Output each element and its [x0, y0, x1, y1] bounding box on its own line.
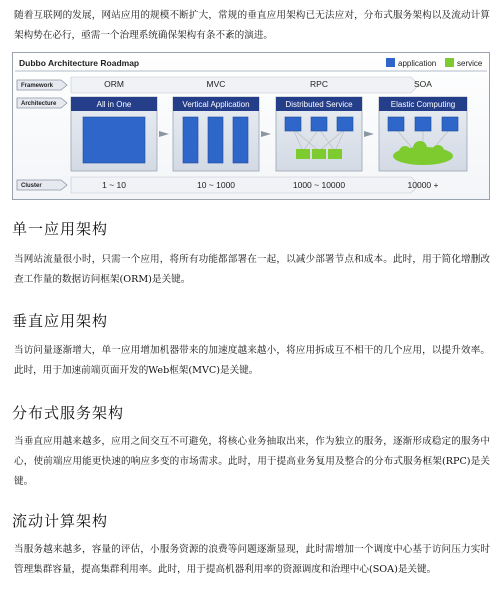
stage-name-rpc: RPC — [310, 79, 328, 89]
stage-name-mvc: MVC — [206, 79, 226, 89]
mvc-application-3 — [233, 117, 248, 163]
architecture-roadmap-diagram — [12, 52, 490, 200]
cluster-size-rpc: 1000 ~ 10000 — [292, 180, 346, 190]
section-body-vertical-application: 当访问量逐渐增大，单一应用增加机器带来的加速度越来越小，将应用拆成互不相干的几个应用，以提升效率。此时，用于加速前端页面开发的Web框架(MVC)是关键。 — [14, 345, 490, 376]
header-all-in-one: All in One — [96, 100, 132, 109]
section-title-vertical-application: 垂直应用架构 — [12, 312, 109, 330]
section-body-single-application: 当网站流量很小时，只需一个应用，将所有功能都部署在一起，以减少部署节点和成本。此时，用于简化增删改查工作量的数据访问框架(ORM)是关键。 — [14, 254, 490, 285]
section-title-flow-computing: 流动计算架构 — [12, 512, 109, 530]
header-distributed-service: Distributed Service — [285, 100, 353, 109]
svg-text:Architecture: Architecture — [21, 101, 57, 107]
cluster-size-mvc: 10 ~ 1000 — [196, 180, 236, 190]
stage-name-soa: SOA — [414, 79, 432, 89]
side-label-architecture — [17, 98, 67, 108]
mvc-application-1 — [183, 117, 198, 163]
legend-application-label: application — [398, 59, 437, 68]
stage-name-orm: ORM — [104, 79, 124, 89]
section-title-single-application: 单一应用架构 — [12, 220, 109, 238]
section-body-distributed-service: 当垂直应用越来越多，应用之间交互不可避免，将核心业务抽取出来，作为独立的服务，逐渐形成稳定的服务中心，使前端应用能更快速的响应多变的市场需求。此时，用于提高业务复用及整合的分布式服务框架(RPC)是关键。 — [14, 436, 490, 487]
legend-service-swatch — [445, 58, 454, 67]
side-label-framework — [17, 80, 67, 90]
intro-paragraph — [0, 6, 504, 46]
legend-application-swatch — [386, 58, 395, 67]
diagram-title: Dubbo Architecture Roadmap — [19, 58, 140, 68]
svg-text:Framework: Framework — [21, 83, 54, 89]
mvc-application-2 — [208, 117, 223, 163]
header-vertical-application: Vertical Application — [182, 100, 250, 109]
intro-text: 随着互联网的发展，网站应用的规模不断扩大，常规的垂直应用架构已无法应对，分布式服务架构以及流动计算架构势在必行，亟需一个治理系统确保架构有条不紊的演进。 — [14, 10, 490, 41]
section-body-flow-computing: 当服务越来越多，容量的评估，小服务资源的浪费等问题逐渐显现，此时需增加一个调度中心基于访问压力实时管理集群容量，提高集群利用率。此时，用于提高机器利用率的资源调度和治理中心(SOA)是关键。 — [14, 544, 490, 575]
roadmap-svg — [13, 53, 489, 199]
section-title-distributed-service: 分布式服务架构 — [12, 404, 125, 422]
legend-service-label: service — [457, 59, 483, 68]
svg-text:Cluster: Cluster — [21, 183, 42, 189]
orm-application-block — [83, 117, 145, 163]
cluster-size-orm: 1 ~ 10 — [102, 180, 126, 190]
header-elastic-computing: Elastic Computing — [390, 100, 456, 109]
side-label-cluster — [17, 180, 67, 190]
cluster-size-soa: 10000 + — [407, 180, 439, 190]
